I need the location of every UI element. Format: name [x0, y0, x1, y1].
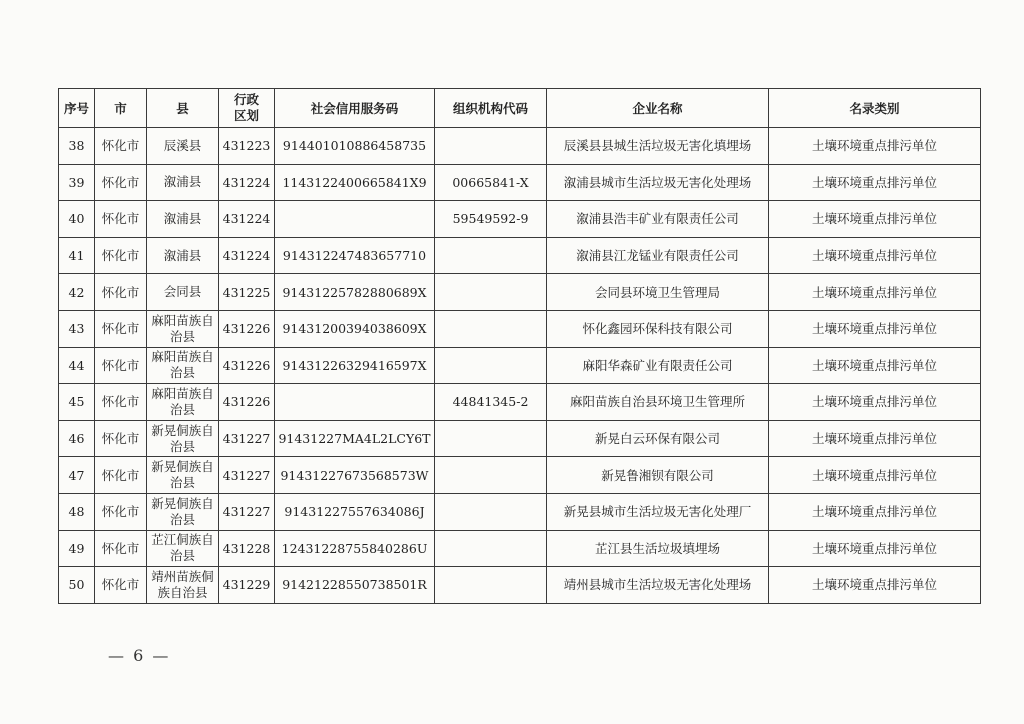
header-county: 县 — [147, 89, 219, 128]
table-row — [59, 201, 981, 238]
cell-category: 土壤环境重点排污单位 — [769, 347, 981, 384]
cell-org-code — [435, 420, 547, 457]
cell-org-code — [435, 530, 547, 567]
cell-admin-code: 431229 — [219, 567, 275, 604]
cell-county: 溆浦县 — [147, 237, 219, 274]
cell-category: 土壤环境重点排污单位 — [769, 164, 981, 201]
cell-category: 土壤环境重点排污单位 — [769, 493, 981, 530]
table-row — [59, 384, 981, 421]
cell-credit-code: 91431225782880689X — [275, 274, 435, 311]
cell-org-code: 44841345-2 — [435, 384, 547, 421]
cell-seq: 47 — [59, 457, 95, 494]
cell-seq: 40 — [59, 201, 95, 238]
cell-seq: 45 — [59, 384, 95, 421]
header-company-name: 企业名称 — [547, 89, 769, 128]
table-row — [59, 237, 981, 274]
registry-table — [58, 88, 981, 604]
cell-county: 新晃侗族自治县 — [147, 457, 219, 494]
cell-seq: 48 — [59, 493, 95, 530]
cell-credit-code: 914312247483657710 — [275, 237, 435, 274]
cell-city: 怀化市 — [95, 493, 147, 530]
table-row — [59, 347, 981, 384]
cell-company-name: 新晃鲁湘钡有限公司 — [547, 457, 769, 494]
table-row — [59, 274, 981, 311]
cell-city: 怀化市 — [95, 530, 147, 567]
header-org-code: 组织机构代码 — [435, 89, 547, 128]
cell-city: 怀化市 — [95, 274, 147, 311]
cell-city: 怀化市 — [95, 420, 147, 457]
cell-admin-code: 431225 — [219, 274, 275, 311]
table-row — [59, 530, 981, 567]
cell-credit-code: 914401010886458735 — [275, 128, 435, 165]
cell-org-code — [435, 274, 547, 311]
cell-category: 土壤环境重点排污单位 — [769, 384, 981, 421]
cell-admin-code: 431224 — [219, 164, 275, 201]
cell-admin-code: 431227 — [219, 493, 275, 530]
cell-county: 麻阳苗族自治县 — [147, 384, 219, 421]
cell-admin-code: 431226 — [219, 347, 275, 384]
cell-company-name: 会同县环境卫生管理局 — [547, 274, 769, 311]
cell-county: 芷江侗族自治县 — [147, 530, 219, 567]
header-category: 名录类别 — [769, 89, 981, 128]
table-row — [59, 567, 981, 604]
cell-admin-code: 431226 — [219, 384, 275, 421]
cell-category: 土壤环境重点排污单位 — [769, 274, 981, 311]
cell-county: 新晃侗族自治县 — [147, 420, 219, 457]
cell-city: 怀化市 — [95, 201, 147, 238]
cell-city: 怀化市 — [95, 347, 147, 384]
cell-company-name: 芷江县生活垃圾填埋场 — [547, 530, 769, 567]
cell-company-name: 麻阳华森矿业有限责任公司 — [547, 347, 769, 384]
cell-admin-code: 431227 — [219, 457, 275, 494]
header-seq: 序号 — [59, 89, 95, 128]
table-header-row — [59, 89, 981, 128]
cell-org-code — [435, 237, 547, 274]
cell-seq: 49 — [59, 530, 95, 567]
cell-admin-code: 431224 — [219, 201, 275, 238]
cell-company-name: 怀化鑫园环保科技有限公司 — [547, 310, 769, 347]
header-city: 市 — [95, 89, 147, 128]
cell-category: 土壤环境重点排污单位 — [769, 128, 981, 165]
header-credit-code: 社会信用服务码 — [275, 89, 435, 128]
cell-seq: 38 — [59, 128, 95, 165]
cell-category: 土壤环境重点排污单位 — [769, 457, 981, 494]
cell-company-name: 靖州县城市生活垃圾无害化处理场 — [547, 567, 769, 604]
cell-seq: 39 — [59, 164, 95, 201]
cell-city: 怀化市 — [95, 384, 147, 421]
cell-credit-code: 91431227557634086J — [275, 493, 435, 530]
cell-org-code: 59549592-9 — [435, 201, 547, 238]
cell-city: 怀化市 — [95, 237, 147, 274]
cell-company-name: 溆浦县江龙锰业有限责任公司 — [547, 237, 769, 274]
cell-credit-code: 91431227MA4L2LCY6T — [275, 420, 435, 457]
cell-category: 土壤环境重点排污单位 — [769, 567, 981, 604]
table-row — [59, 457, 981, 494]
cell-category: 土壤环境重点排污单位 — [769, 201, 981, 238]
table-row — [59, 420, 981, 457]
cell-org-code — [435, 567, 547, 604]
cell-credit-code: 91431200394038609X — [275, 310, 435, 347]
cell-city: 怀化市 — [95, 457, 147, 494]
cell-county: 麻阳苗族自治县 — [147, 347, 219, 384]
cell-category: 土壤环境重点排污单位 — [769, 420, 981, 457]
cell-credit-code: 91431227673568573W — [275, 457, 435, 494]
table-row — [59, 310, 981, 347]
cell-admin-code: 431228 — [219, 530, 275, 567]
header-admin-code: 行政 区划 — [219, 89, 275, 128]
cell-credit-code — [275, 201, 435, 238]
cell-admin-code: 431223 — [219, 128, 275, 165]
table-row — [59, 164, 981, 201]
cell-company-name: 麻阳苗族自治县环境卫生管理所 — [547, 384, 769, 421]
cell-city: 怀化市 — [95, 128, 147, 165]
cell-seq: 41 — [59, 237, 95, 274]
cell-credit-code: 91421228550738501R — [275, 567, 435, 604]
cell-seq: 46 — [59, 420, 95, 457]
cell-company-name: 新晃白云环保有限公司 — [547, 420, 769, 457]
cell-seq: 50 — [59, 567, 95, 604]
cell-seq: 44 — [59, 347, 95, 384]
cell-org-code — [435, 347, 547, 384]
cell-org-code — [435, 457, 547, 494]
cell-county: 辰溪县 — [147, 128, 219, 165]
cell-company-name: 辰溪县县城生活垃圾无害化填埋场 — [547, 128, 769, 165]
cell-county: 会同县 — [147, 274, 219, 311]
cell-category: 土壤环境重点排污单位 — [769, 237, 981, 274]
cell-category: 土壤环境重点排污单位 — [769, 530, 981, 567]
cell-org-code: 00665841-X — [435, 164, 547, 201]
cell-company-name: 溆浦县城市生活垃圾无害化处理场 — [547, 164, 769, 201]
cell-city: 怀化市 — [95, 164, 147, 201]
cell-org-code — [435, 310, 547, 347]
cell-seq: 43 — [59, 310, 95, 347]
cell-org-code — [435, 493, 547, 530]
cell-credit-code — [275, 384, 435, 421]
cell-admin-code: 431226 — [219, 310, 275, 347]
cell-admin-code: 431227 — [219, 420, 275, 457]
page-number: — 6 — — [108, 646, 171, 665]
cell-seq: 42 — [59, 274, 95, 311]
cell-county: 麻阳苗族自治县 — [147, 310, 219, 347]
cell-org-code — [435, 128, 547, 165]
cell-credit-code: 91431226329416597X — [275, 347, 435, 384]
cell-county: 溆浦县 — [147, 164, 219, 201]
table-body — [59, 128, 981, 604]
cell-county: 溆浦县 — [147, 201, 219, 238]
cell-city: 怀化市 — [95, 567, 147, 604]
table-row — [59, 128, 981, 165]
cell-category: 土壤环境重点排污单位 — [769, 310, 981, 347]
cell-county: 靖州苗族侗族自治县 — [147, 567, 219, 604]
cell-city: 怀化市 — [95, 310, 147, 347]
cell-admin-code: 431224 — [219, 237, 275, 274]
cell-company-name: 溆浦县浩丰矿业有限责任公司 — [547, 201, 769, 238]
cell-credit-code: 1143122400665841X9 — [275, 164, 435, 201]
cell-county: 新晃侗族自治县 — [147, 493, 219, 530]
table-row — [59, 493, 981, 530]
cell-credit-code: 12431228755840286U — [275, 530, 435, 567]
cell-company-name: 新晃县城市生活垃圾无害化处理厂 — [547, 493, 769, 530]
